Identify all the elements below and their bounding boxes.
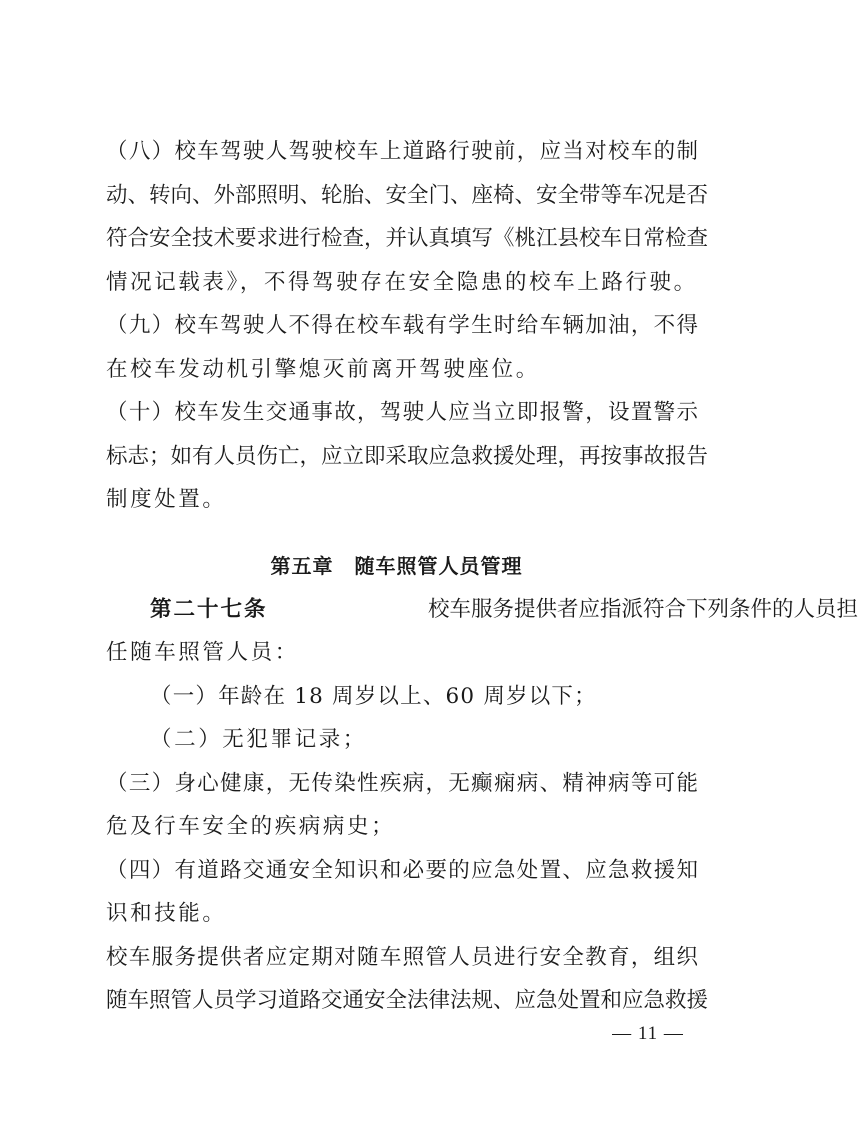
condition-2: （二）无犯罪记录； xyxy=(150,727,367,752)
chapter-heading: 第五章 随车照管人员管理 xyxy=(270,554,523,578)
condition-3-line-2: 危及行车安全的疾病病史； xyxy=(106,814,396,839)
paragraph-10-line-1: （十）校车发生交通事故，驾驶人应当立即报警，设置警示 xyxy=(106,400,698,425)
paragraph-8-line-4: 情况记载表》，不得驾驶存在安全隐患的校车上路行驶。 xyxy=(106,270,698,295)
article-27-line-2: 任随车照管人员： xyxy=(106,640,299,665)
condition-4-line-1: （四）有道路交通安全知识和必要的应急处置、应急救援知 xyxy=(106,858,698,883)
paragraph-10-line-3: 制度处置。 xyxy=(106,487,227,512)
condition-4-line-2: 识和技能。 xyxy=(106,901,227,926)
article-label: 第二十七条 xyxy=(150,597,268,622)
paragraph-8-line-3: 符合安全技术要求进行检查，并认真填写《桃江县校车日常检查 xyxy=(106,226,709,251)
article-27-text: 校车服务提供者应指派符合下列条件的人员担 xyxy=(428,597,858,622)
paragraph-10-line-2: 标志；如有人员伤亡，应立即采取应急救援处理，再按事故报告 xyxy=(106,444,709,469)
paragraph-8-line-1: （八）校车驾驶人驾驶校车上道路行驶前，应当对校车的制 xyxy=(106,139,698,164)
article-27-line-1 xyxy=(150,595,858,625)
paragraph-9-line-1: （九）校车驾驶人不得在校车载有学生时给车辆加油，不得 xyxy=(106,313,698,338)
closing-line-2: 随车照管人员学习道路交通安全法律法规、应急处置和应急救援 xyxy=(106,988,709,1013)
condition-1: （一）年龄在 18 周岁以上、60 周岁以下； xyxy=(150,684,597,709)
page-number: — 11 — xyxy=(612,1023,684,1044)
paragraph-8-line-2: 动、转向、外部照明、轮胎、安全门、座椅、安全带等车况是否 xyxy=(106,183,709,208)
condition-3-line-1: （三）身心健康，无传染性疾病，无癫痫病、精神病等可能 xyxy=(106,771,698,796)
closing-line-1: 校车服务提供者应定期对随车照管人员进行安全教育，组织 xyxy=(106,945,698,970)
paragraph-9-line-2: 在校车发动机引擎熄灭前离开驾驶座位。 xyxy=(106,357,540,382)
